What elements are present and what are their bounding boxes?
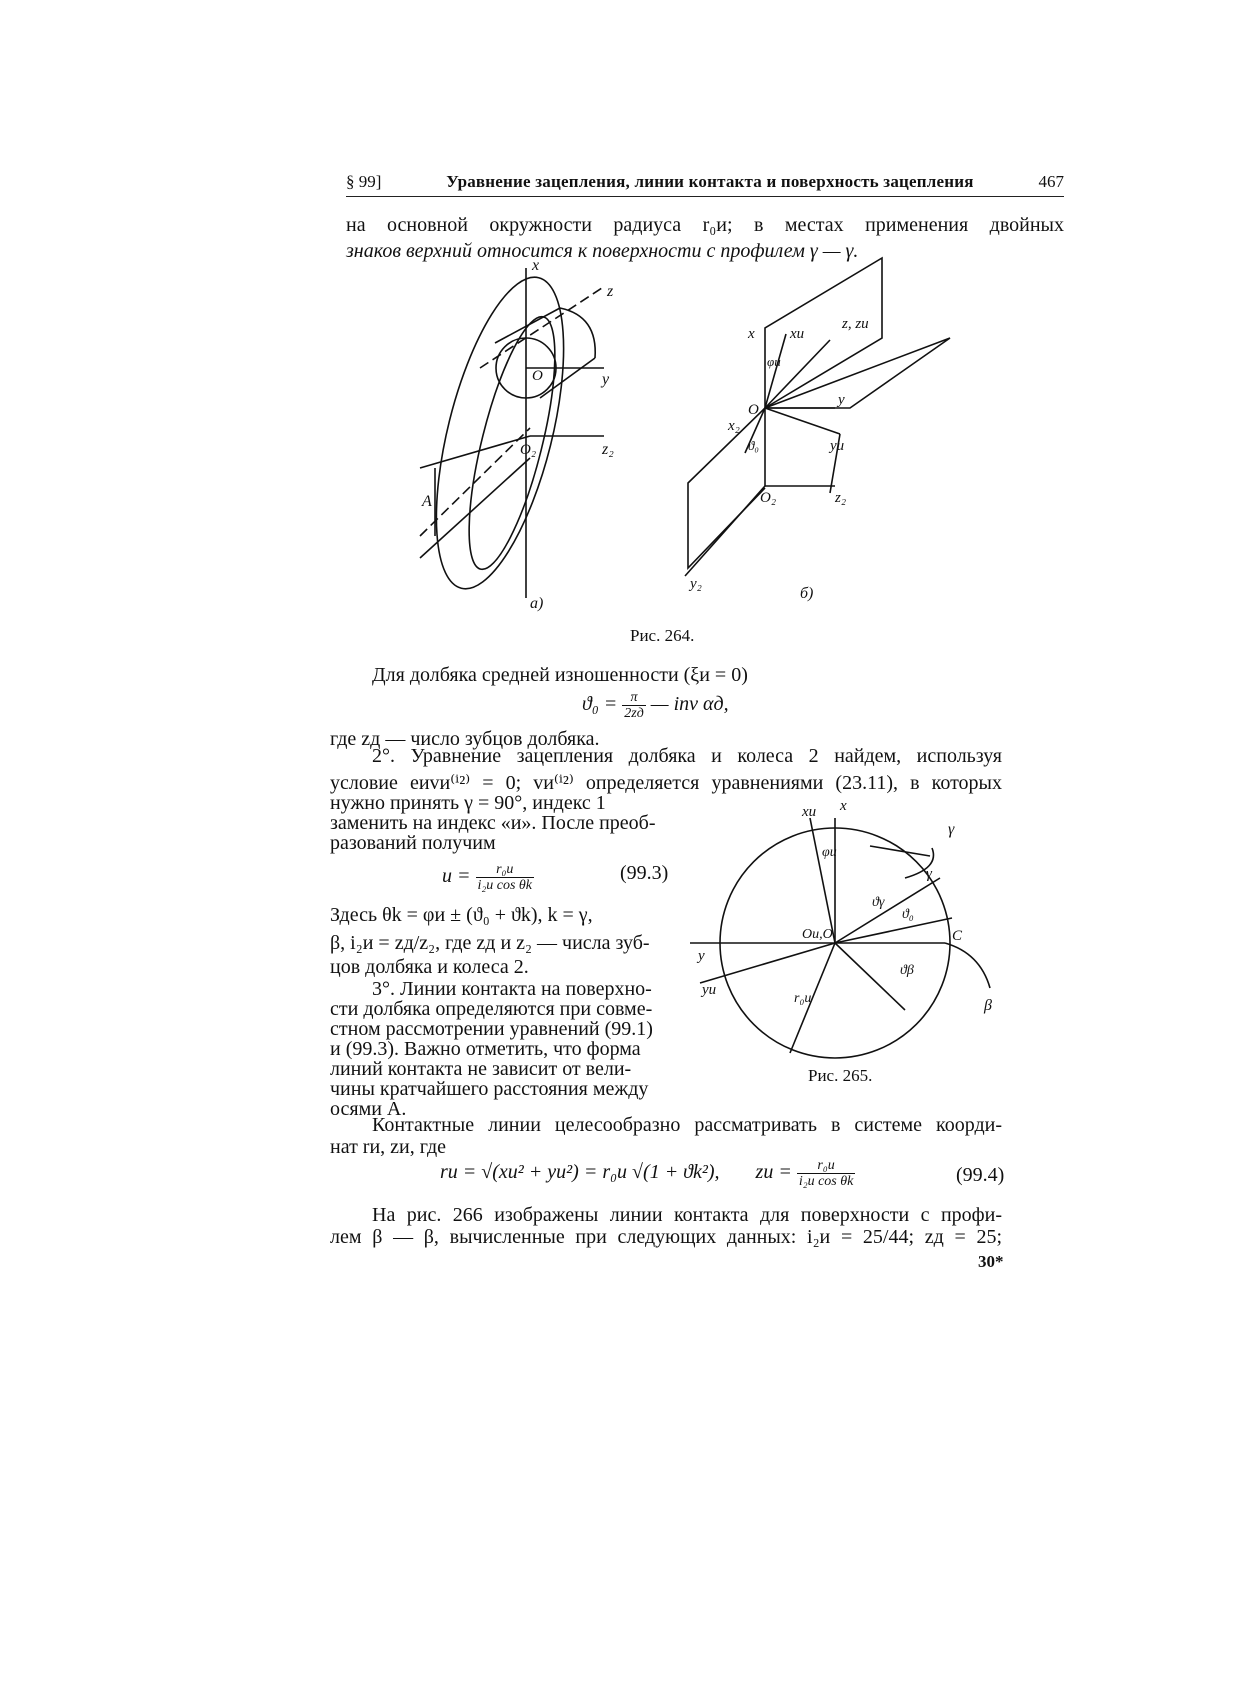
eq994-part2-lhs: zи = [755,1161,792,1184]
equation-99-3 [442,862,534,893]
para4-line-6: чины кратчайшего расстояния между [330,1078,649,1100]
eq993-lhs: u = [442,865,471,888]
intro-line-2: знаков верхний относится к поверхности с профилем γ — γ. [346,240,859,262]
para4-line-4: и (99.3). Важно отметить, что форма [330,1038,641,1060]
para3-line-3: цов долбяка и колеса 2. [330,956,529,978]
fig264b-label-O2: O₂ [760,490,777,506]
fig264b-label-zzu: z, zи [842,316,869,332]
fig264a-caption-label: а) [530,595,544,612]
figure-264b [690,258,1020,628]
fig265-label-beta: β [984,997,992,1014]
fig264b-label-x: x [748,326,755,342]
fig264b-caption-label: б) [800,585,814,602]
figure-264a [420,257,690,658]
fig265-label-y: y [698,948,705,964]
eq993-den: i₂и cos θk [477,878,533,893]
eq994-den: i₂и cos θk [798,1174,854,1189]
para5-line-1: Контактные линии целесообразно рассматривать в системе коорди- [372,1114,1002,1136]
para1-text: Для долбяка средней изношенности (ξи = 0) [372,664,748,686]
figure-265 [690,798,1010,1078]
eq-theta0-fraction [622,690,646,721]
para2-line-6: разований получим [330,832,496,854]
fig265-label-x: x [840,798,847,814]
fig264b-label-O: O [748,402,759,418]
para4-line-3: стном рассмотрении уравнений (99.1) [330,1018,653,1040]
fig265-label-th0: ϑ₀ [902,907,914,922]
eq994-part1: rи = √(xи² + yи²) = r₀и √(1 + ϑk²), [440,1161,720,1184]
para4-line-1: 3°. Линии контакта на поверхно- [372,978,652,1000]
equation-99-4 [440,1158,855,1189]
fig265-label-gamma: γ [926,866,932,882]
eq-theta0-rhs: — inv αд, [650,693,729,716]
para2-line-5: заменить на индекс «и». После преоб- [330,812,656,834]
fig264b-label-phi: φи [767,354,781,369]
fig265-label-thg: ϑγ [872,895,885,910]
fig264b-label-z2: z₂ [835,490,847,506]
para4-line-2: сти долбяка определяются при совме- [330,998,653,1020]
fig265-label-OuO: Oи,O [802,927,833,942]
fig264a-label-x: x [532,257,540,274]
eq-theta0-den: 2zд [624,706,644,721]
figure-264-caption: Рис. 264. [630,626,695,645]
fig264a-label-z2: z₂ [602,441,614,458]
para4-line-7: осями A. [330,1098,407,1120]
running-header [346,172,1064,197]
eq994-fraction [797,1158,856,1189]
fig264a-label-z: z [607,283,614,300]
equation-theta0 [582,690,729,721]
para5-line-2: нат rи, zи, где [330,1136,447,1158]
eq993-num: r₀и [476,862,535,878]
para6-line-1: На рис. 266 изображены линии контакта для поверхности с профи- [372,1204,1002,1226]
signature-mark: 30* [978,1252,1004,1271]
header-page-number: 467 [1038,172,1064,191]
fig265-label-phi: φи [822,845,837,860]
para6-line-2: лем β — β, вычисленные при следующих данных: i₂и = 25/44; zд = 25; [330,1226,1002,1248]
fig265-label-r: r₀и [794,991,812,1006]
header-section: § 99] [346,172,382,191]
fig265-label-gamma-top: γ [948,821,955,838]
fig264b-label-y2: y₂ [690,576,702,592]
fig265-label-yu: yи [702,982,717,998]
eq994-num: r₀и [797,1158,856,1174]
para2-line-1: где zд — число зубцов долбяка. [330,728,600,750]
fig264a-label-y: y [602,371,610,388]
fig265-label-xu: xи [802,804,817,820]
fig264a-label-A: A [422,493,432,510]
para2-line-4: нужно принять γ = 90°, индекс 1 [330,792,606,814]
eq993-tag: (99.3) [620,862,669,884]
fig264b-label-x2: x₂ [728,418,740,434]
para2-line-2: 2°. Уравнение зацепления долбяка и колеса 2 найдем, используя [372,745,1002,767]
para2-line-3: условие eиvи⁽ⁱ²⁾ = 0; vи⁽ⁱ²⁾ определяется уравнениями (23.11), в которых [330,772,1002,794]
eq-theta0-num: π [622,690,646,706]
fig265-label-C: C [952,928,963,944]
eq994-tag: (99.4) [956,1164,1005,1186]
para3-line-1: Здесь θk = φи ± (ϑ₀ + ϑk), k = γ, [330,904,593,926]
fig264a-label-O2: O₂ [520,442,537,458]
para4-line-5: линий контакта не зависит от вели- [330,1058,632,1080]
eq993-fraction [476,862,535,893]
fig264b-label-theta: ϑ₀ [748,438,759,453]
fig264a-label-O: O [532,368,543,384]
para3-line-2: β, i₂и = zд/z₂, где zд и z₂ — числа зуб- [330,932,650,954]
fig264b-label-y: y [838,392,845,408]
eq-theta0-lhs: ϑ₀ = [582,693,618,716]
intro-line-1: на основной окружности радиуса r₀и; в местах применения двойных [346,214,1064,236]
fig265-label-thb: ϑβ [900,963,914,978]
header-title: Уравнение зацепления, линии контакта и поверхность зацепления [446,172,974,191]
figure-265-caption: Рис. 265. [808,1066,873,1085]
fig264b-label-xu: xи [790,326,805,342]
fig264b-label-yu: yи [830,438,845,454]
